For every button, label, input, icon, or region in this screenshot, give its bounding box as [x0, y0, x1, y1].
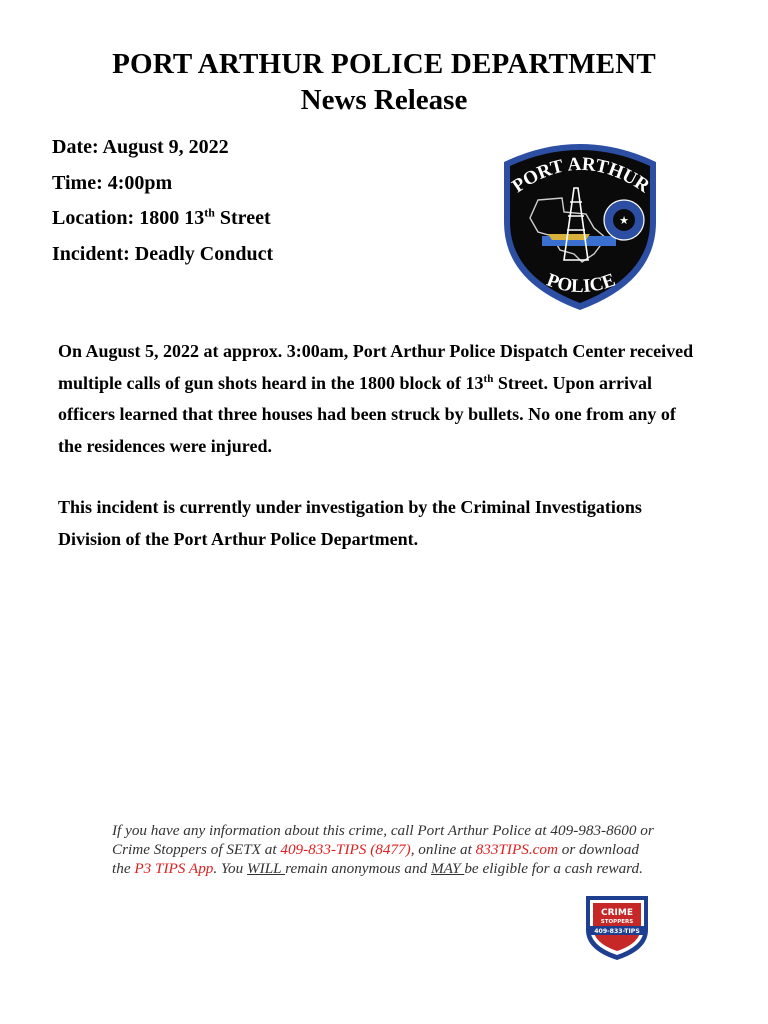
incident-paragraph — [58, 336, 708, 462]
footer-line: If you have any information about this crime, call Port Arthur Police at 409-983-8600 or — [112, 822, 654, 839]
footer-text: the — [112, 860, 135, 877]
tips-website-link[interactable]: 833TIPS.com — [475, 841, 558, 858]
crime-stoppers-logo — [580, 888, 654, 962]
investigation-paragraph — [58, 492, 708, 555]
paragraph-line: the residences were injured. — [58, 435, 272, 456]
street-ordinal: th — [483, 372, 494, 385]
will-emphasis: WILL — [247, 860, 286, 877]
star-icon: ★ — [619, 214, 629, 227]
paragraph-line: Street. Upon arrival — [493, 372, 652, 393]
ship-icon — [548, 234, 590, 240]
tips-app-link[interactable]: P3 TIPS App — [134, 860, 214, 877]
footer-text: . You — [213, 860, 248, 877]
logo-phone: 409-833-TIPS — [594, 928, 640, 935]
may-emphasis: MAY — [430, 860, 465, 877]
patch-bottom-text: POLICE — [543, 269, 619, 298]
tips-phone-link[interactable]: 409-833-TIPS (8477) — [280, 841, 411, 858]
patch-top-text: PORT ARTHUR — [508, 153, 654, 198]
footer-text: remain anonymous and — [285, 860, 431, 877]
footer-text: Crime Stoppers of SETX at — [112, 841, 281, 858]
incident-location — [52, 207, 271, 230]
location-text: Location: 1800 13 — [52, 207, 205, 229]
location-ordinal: th — [204, 205, 215, 220]
tips-footer — [112, 821, 672, 878]
paragraph-line: This incident is currently under investigation by the Criminal Investigations — [58, 497, 642, 517]
release-date: Date: August 9, 2022 — [52, 136, 229, 158]
logo-word-crime: CRIME — [601, 908, 633, 918]
location-suffix: Street — [214, 207, 271, 229]
footer-text: , online at — [410, 841, 476, 858]
paragraph-line: officers learned that three houses had been struck by bullets. No one from any of — [58, 404, 676, 424]
paragraph-line: multiple calls of gun shots heard in the 1800 block of 13 — [58, 372, 484, 393]
paragraph-line: Division of the Port Arthur Police Department. — [58, 528, 419, 549]
release-time: Time: 4:00pm — [52, 172, 173, 194]
footer-text: be eligible for a cash reward. — [464, 860, 643, 877]
incident-type: Incident: Deadly Conduct — [52, 243, 274, 265]
department-title: PORT ARTHUR POLICE DEPARTMENT — [112, 48, 656, 80]
logo-word-stoppers: STOPPERS — [600, 919, 634, 925]
police-patch-badge — [490, 132, 670, 312]
release-type-title: News Release — [300, 84, 468, 116]
paragraph-line: On August 5, 2022 at approx. 3:00am, Port Arthur Police Dispatch Center received — [58, 341, 694, 361]
footer-text: or download — [557, 841, 639, 858]
